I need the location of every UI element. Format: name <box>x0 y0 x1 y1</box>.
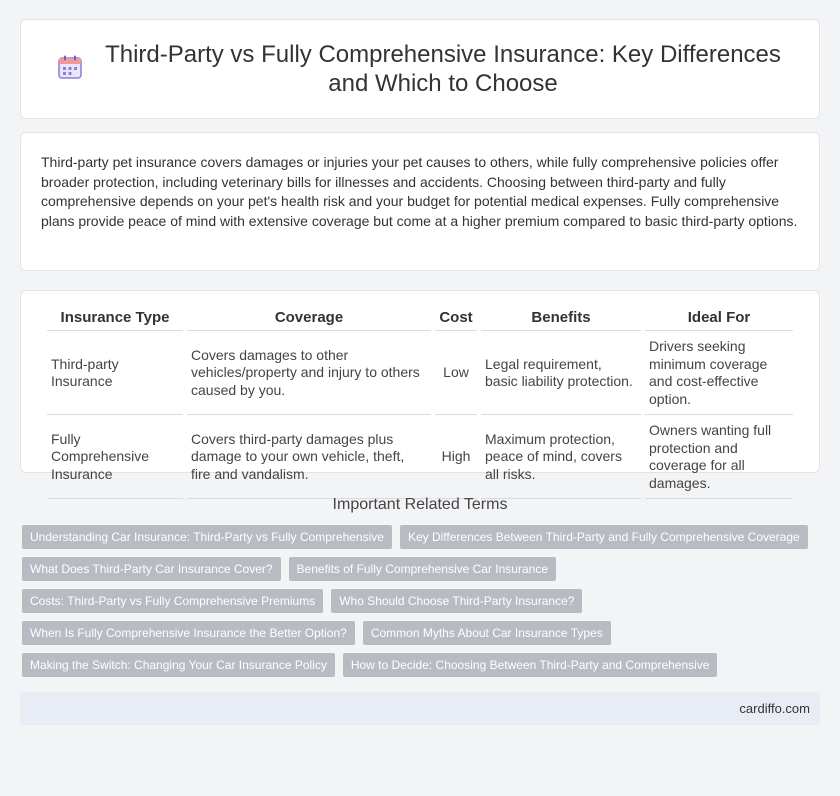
table-cell: Maximum protection, peace of mind, covers all risks. <box>481 415 641 499</box>
table-cell: Low <box>435 331 477 415</box>
related-terms-title: Important Related Terms <box>332 496 508 513</box>
table-cell: Legal requirement, basic liability protection. <box>481 331 641 415</box>
related-term-tag[interactable]: When Is Fully Comprehensive Insurance the Better Option? <box>22 621 355 645</box>
related-term-tag[interactable]: Key Differences Between Third-Party and Fully Comprehensive Coverage <box>400 525 808 549</box>
page-title: Third-Party vs Fully Comprehensive Insurance: Key Differences and Which to Choose <box>105 41 781 97</box>
column-header: Coverage <box>187 303 431 331</box>
header-card <box>20 19 820 119</box>
footer-site-link[interactable]: cardiffo.com <box>739 701 810 716</box>
intro-card <box>20 132 820 271</box>
calendar-icon <box>57 54 83 80</box>
comparison-table <box>43 303 797 499</box>
column-header: Insurance Type <box>47 303 183 331</box>
related-term-tag[interactable]: Making the Switch: Changing Your Car Insurance Policy <box>22 653 335 677</box>
related-term-tag[interactable]: How to Decide: Choosing Between Third-Party and Comprehensive <box>343 653 718 677</box>
table-cell: Covers damages to other vehicles/property and injury to others caused by you. <box>187 331 431 415</box>
intro-text: Third-party pet insurance covers damages or injuries your pet causes to others, while fully comprehensive policies offer broader protection, including veterinary bills for illnesses and accidents. Choosing between third-party and fully comprehensive depends on your pet's health risk and your budget for potential medical expenses. Fully comprehensive plans provide peace of mind with extensive coverage but come at a higher premium compared to basic third-party options. <box>41 154 798 229</box>
related-term-tag[interactable]: Understanding Car Insurance: Third-Party vs Fully Comprehensive <box>22 525 392 549</box>
related-term-tag[interactable]: What Does Third-Party Car Insurance Cover? <box>22 557 281 581</box>
table-cell: Third-party Insurance <box>47 331 183 415</box>
table-row <box>47 415 793 499</box>
related-term-tag[interactable]: Who Should Choose Third-Party Insurance? <box>331 589 582 613</box>
column-header: Ideal For <box>645 303 793 331</box>
related-term-tag[interactable]: Costs: Third-Party vs Fully Comprehensive Premiums <box>22 589 323 613</box>
comparison-table-card <box>20 290 820 491</box>
related-terms-list <box>22 525 818 685</box>
table-cell: Covers third-party damages plus damage to your own vehicle, theft, fire and vandalism. <box>187 415 431 499</box>
table-cell: Fully Comprehensive Insurance <box>47 415 183 499</box>
column-header: Cost <box>435 303 477 331</box>
table-cell: High <box>435 415 477 499</box>
related-term-tag[interactable]: Common Myths About Car Insurance Types <box>363 621 611 645</box>
table-header-row <box>47 303 793 331</box>
related-term-tag[interactable]: Benefits of Fully Comprehensive Car Insurance <box>289 557 556 581</box>
footer <box>20 692 820 725</box>
table-cell: Owners wanting full protection and coverage for all damages. <box>645 415 793 499</box>
table-cell: Drivers seeking minimum coverage and cost-effective option. <box>645 331 793 415</box>
table-row <box>47 331 793 415</box>
column-header: Benefits <box>481 303 641 331</box>
